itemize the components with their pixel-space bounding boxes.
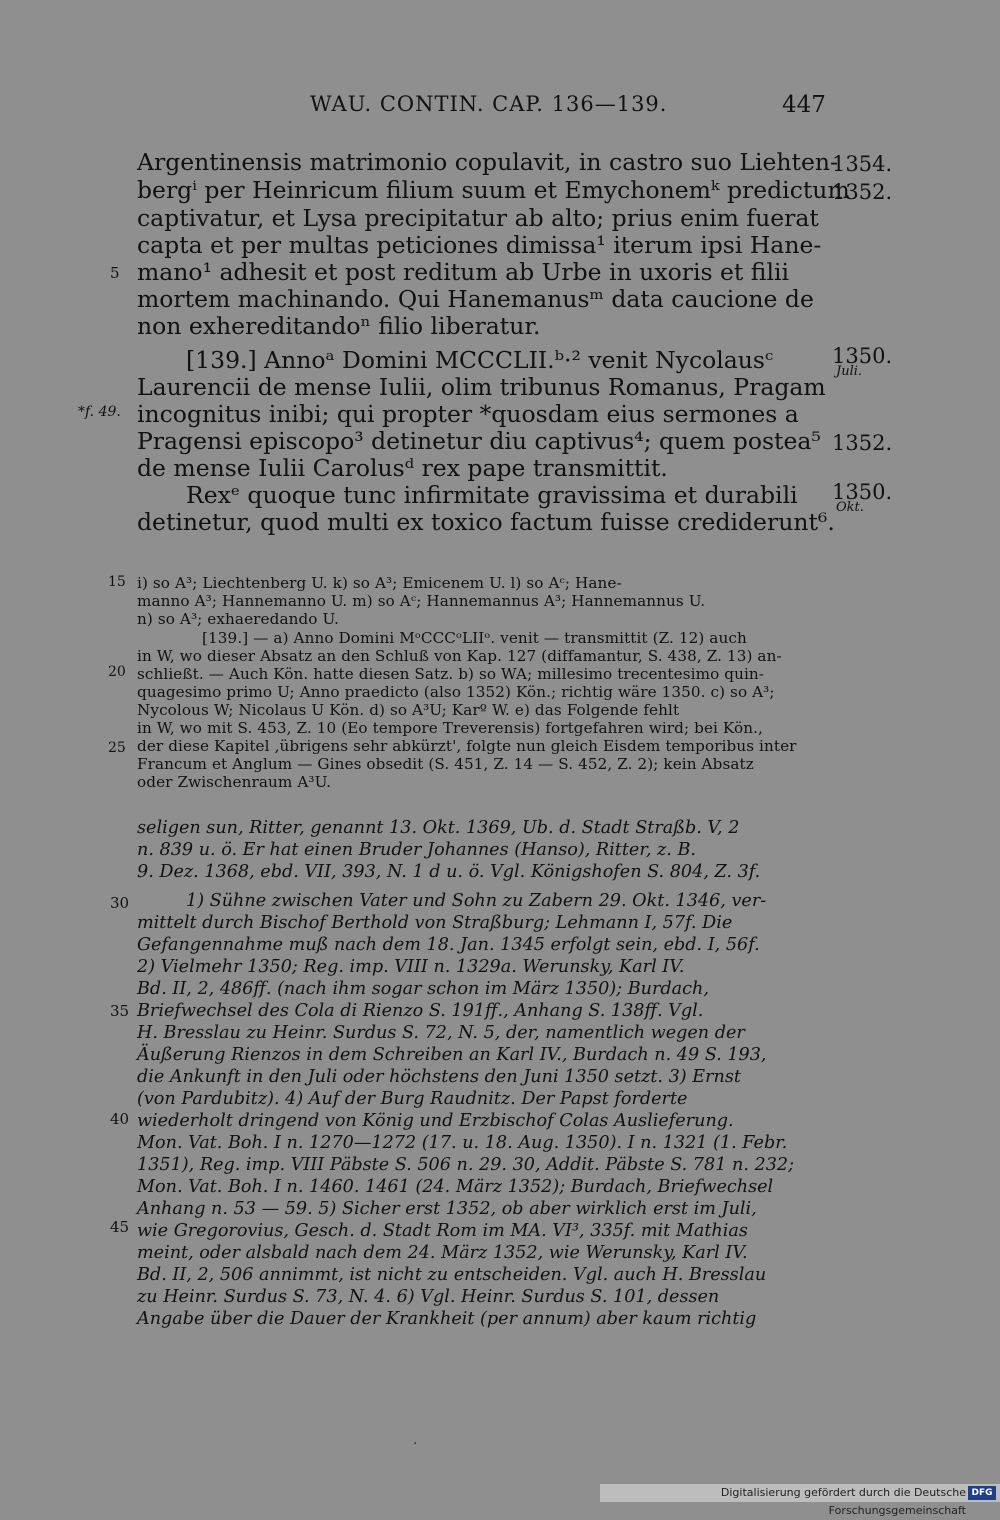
commentary-line: 1351), Reg. imp. VIII Päbste S. 506 n. 29. 30, Addit. Päbste S. 781 n. 232; [137, 1155, 795, 1175]
margin-year: 1352. [832, 180, 893, 204]
line-number: 35 [110, 1002, 130, 1020]
line-number: 40 [110, 1110, 130, 1128]
footnote-line: quagesimo primo U; Anno praedicto (also 1352) Kön.; richtig wäre 1350. c) so A³; [137, 683, 775, 701]
commentary-line: 2) Vielmehr 1350; Reg. imp. VIII n. 1329a. Werunsky, Karl IV. [137, 957, 685, 977]
commentary-line: (von Pardubitz). 4) Auf der Burg Raudnitz. Der Papst forderte [137, 1089, 688, 1109]
margin-year: 1350. [832, 480, 893, 504]
commentary-line: Mon. Vat. Boh. I n. 1270—1272 (17. u. 18. Aug. 1350). I n. 1321 (1. Febr. [137, 1133, 788, 1153]
footnote-line: n) so A³; exhaeredando U. [137, 610, 339, 628]
commentary-line: 1) Sühne zwischen Vater und Sohn zu Zabern 29. Okt. 1346, ver- [186, 891, 767, 911]
commentary-line: Bd. II, 2, 506 annimmt, ist nicht zu entscheiden. Vgl. auch H. Bresslau [137, 1265, 767, 1285]
main-line: Pragensi episcopo³ detinetur diu captivus⁴; quem postea⁵ [137, 427, 821, 455]
commentary-line: n. 839 u. ö. Er hat einen Bruder Johannes (Hanso), Ritter, z. B. [137, 840, 696, 860]
commentary-line: H. Bresslau zu Heinr. Surdus S. 72, N. 5, der, namentlich wegen der [137, 1023, 745, 1043]
page-header [0, 92, 1000, 124]
scan-dot: · [413, 1436, 418, 1452]
running-head: WAU. CONTIN. CAP. 136—139. [310, 92, 668, 116]
footnote-line: der diese Kapitel ‚übrigens sehr abkürzt', folgte nun gleich Eisdem temporibus inter [137, 737, 797, 755]
footnote-line: oder Zwischenraum A³U. [137, 773, 332, 791]
commentary-line: Gefangennahme muß nach dem 18. Jan. 1345 erfolgt sein, ebd. I, 56f. [137, 935, 760, 955]
folio-marker: *f. 49. [78, 404, 121, 420]
commentary-line: wiederholt dringend von König und Erzbischof Colas Auslieferung. [137, 1111, 734, 1131]
line-number: 45 [110, 1218, 130, 1236]
commentary-line: zu Heinr. Surdus S. 73, N. 4. 6) Vgl. Heinr. Surdus S. 101, dessen [137, 1287, 720, 1307]
margin-year: 1354. [832, 152, 893, 176]
commentary-line: die Ankunft in den Juli oder höchstens den Juni 1350 setzt. 3) Ernst [137, 1067, 741, 1087]
main-line: capta et per multas peticiones dimissa¹ iterum ipsi Hane- [137, 231, 822, 259]
commentary-line: Äußerung Rienzos in dem Schreiben an Karl IV., Burdach n. 49 S. 193, [137, 1045, 767, 1065]
margin-month: Juli. [836, 364, 863, 379]
footnote-line: i) so A³; Liechtenberg U. k) so A³; Emicenem U. l) so Aᶜ; Hane- [137, 574, 622, 592]
commentary-line: Mon. Vat. Boh. I n. 1460. 1461 (24. März 1352); Burdach, Briefwechsel [137, 1177, 774, 1197]
main-line: detinetur, quod multi ex toxico factum fuisse crediderunt⁶. [137, 508, 835, 536]
main-line: non exhereditandoⁿ filio liberatur. [137, 312, 541, 340]
main-line: captivatur, et Lysa precipitatur ab alto; prius enim fuerat [137, 204, 819, 232]
commentary-line: Briefwechsel des Cola di Rienzo S. 191ff., Anhang S. 138ff. Vgl. [137, 1001, 704, 1021]
commentary-line: Angabe über die Dauer der Krankheit (per annum) aber kaum richtig [137, 1309, 757, 1329]
footnote-line: in W, wo dieser Absatz an den Schluß von Kap. 127 (diffamantur, S. 438, Z. 13) an- [137, 647, 782, 665]
footnote-line: manno A³; Hannemanno U. m) so Aᶜ; Hannemannus A³; Hannemannus U. [137, 592, 706, 610]
main-line: bergⁱ per Heinricum filium suum et Emychonemᵏ predictum [137, 176, 850, 204]
commentary-line: Anhang n. 53 — 59. 5) Sicher erst 1352, ob aber wirklich erst im Juli, [137, 1199, 757, 1219]
commentary-line: Bd. II, 2, 486ff. (nach ihm sogar schon im März 1350); Burdach, [137, 979, 709, 999]
dfg-logo-icon: DFG [968, 1486, 996, 1500]
footnote-line: [139.] — a) Anno Domini MᵒCCCᵒLIIᵒ. venit — transmittit (Z. 12) auch [202, 629, 747, 647]
commentary-line: 9. Dez. 1368, ebd. VII, 393, N. 1 d u. ö. Vgl. Königshofen S. 804, Z. 3f. [137, 862, 761, 882]
margin-year: 1350. [832, 344, 893, 368]
commentary-line: wie Gregorovius, Gesch. d. Stadt Rom im MA. VI³, 335f. mit Mathias [137, 1221, 748, 1241]
line-number: 25 [108, 740, 126, 756]
commentary-line: mittelt durch Bischof Berthold von Straßburg; Lehmann I, 57f. Die [137, 913, 733, 933]
commentary-line: seligen sun, Ritter, genannt 13. Okt. 1369, Ub. d. Stadt Straßb. V, 2 [137, 818, 740, 838]
dfg-credit-bar [600, 1484, 1000, 1517]
main-line: Argentinensis matrimonio copulavit, in castro suo Liehten- [137, 148, 838, 176]
footnote-line: Nycolous W; Nicolaus U Kön. d) so A³U; Karº W. e) das Folgende fehlt [137, 701, 680, 719]
footnote-line: in W, wo mit S. 453, Z. 10 (Eo tempore Treverensis) fortgefahren wird; bei Kön., [137, 719, 763, 737]
footnote-line: Francum et Anglum — Gines obsedit (S. 451, Z. 14 — S. 452, Z. 2); kein Absatz [137, 755, 754, 773]
line-number: 20 [108, 664, 126, 680]
main-line: mano¹ adhesit et post reditum ab Urbe in uxoris et filii [137, 258, 790, 286]
main-line: de mense Iulii Carolusᵈ rex pape transmittit. [137, 454, 668, 482]
main-line: Rexᵉ quoque tunc infirmitate gravissima et durabili [186, 481, 798, 509]
line-number: 30 [110, 894, 130, 912]
margin-month: Okt. [836, 500, 864, 515]
main-line: Laurencii de mense Iulii, olim tribunus Romanus, Pragam [137, 373, 826, 401]
credit-text: Digitalisierung gefördert durch die Deutsche Forschungsgemeinschaft [720, 1486, 966, 1517]
footnote-line: schließt. — Auch Kön. hatte diesen Satz. b) so WA; millesimo trecentesimo quin- [137, 665, 765, 683]
main-line: [139.] Annoᵃ Domini MCCCLII.ᵇ·² venit Nycolausᶜ [186, 346, 774, 374]
commentary-line: meint, oder alsbald nach dem 24. März 1352, wie Werunsky, Karl IV. [137, 1243, 748, 1263]
page-number: 447 [782, 92, 826, 118]
margin-year: 1352. [832, 431, 893, 455]
line-number: 15 [108, 574, 126, 590]
line-number: 5 [110, 264, 120, 282]
main-line: incognitus inibi; qui propter *quosdam eius sermones a [137, 400, 799, 428]
main-line: mortem machinando. Qui Hanemanusᵐ data caucione de [137, 285, 814, 313]
